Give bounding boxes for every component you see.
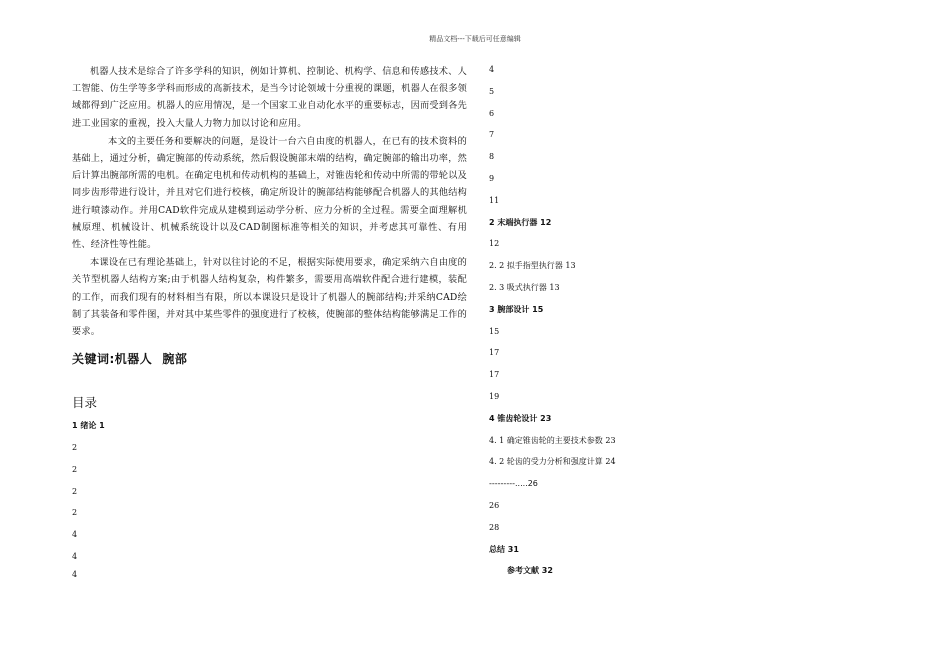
toc-entry[interactable]: 2: [72, 443, 78, 453]
toc-entry[interactable]: 总结 31: [489, 544, 519, 554]
toc-entry[interactable]: 4. 2 轮齿的受力分析和强度计算 24: [489, 457, 616, 467]
toc-left-list: [72, 415, 467, 582]
toc-entry[interactable]: 2. 3 吸式执行器 13: [489, 282, 560, 292]
left-column: [72, 63, 467, 582]
toc-entry[interactable]: 12: [489, 239, 500, 249]
toc-entry[interactable]: 5: [489, 86, 495, 96]
keywords-label: 关键词:机器人: [72, 352, 153, 367]
abstract-paragraph-1: 机器人技术是综合了许多学科的知识，例如计算机、控制论、机构学、信息和传感技术、人工智能、仿生学等多学科而形成的高新技术，是当今讨论领域十分重视的课题，机器人在很多领域都得到广泛应用。机器人的应用情况，是一个国家工业自动化水平的重要标志，因而受到各先进工业国家的重视，投入大量人力物力加以讨论和应用。: [72, 66, 467, 129]
toc-entry[interactable]: 19: [489, 391, 500, 401]
toc-entry[interactable]: 17: [489, 370, 500, 380]
toc-entry[interactable]: 4. 1 确定锥齿轮的主要技术参数 23: [489, 435, 616, 445]
toc-entry[interactable]: 2 末端执行器 12: [489, 217, 552, 227]
toc-entry[interactable]: 4: [72, 552, 78, 562]
toc-entry[interactable]: 2: [72, 508, 78, 518]
keywords-line: [72, 350, 467, 367]
toc-entry[interactable]: 28: [489, 522, 500, 532]
toc-entry[interactable]: 2. 2 拟手指型执行器 13: [489, 261, 576, 271]
toc-title: 目录: [72, 395, 98, 411]
right-column-toc: [489, 59, 789, 582]
page-header: 精品文档---下载后可任意编辑: [429, 35, 521, 43]
toc-entry[interactable]: 参考文献 32: [507, 566, 553, 576]
toc-entry[interactable]: 1 绪论 1: [72, 421, 105, 431]
toc-entry[interactable]: 11: [489, 195, 500, 205]
toc-entry[interactable]: 4: [489, 65, 495, 74]
toc-entry[interactable]: 15: [489, 326, 500, 336]
toc-entry[interactable]: 8: [489, 152, 495, 162]
toc-entry[interactable]: 3 腕部设计 15: [489, 304, 544, 314]
toc-entry[interactable]: 17: [489, 348, 500, 358]
toc-entry[interactable]: 2: [72, 486, 78, 496]
keyword-wrist: 腕部: [162, 352, 188, 367]
toc-entry[interactable]: 26: [489, 500, 500, 510]
toc-entry[interactable]: ---------.....26: [489, 479, 538, 489]
toc-entry[interactable]: 9: [489, 173, 495, 183]
toc-entry[interactable]: 6: [489, 108, 495, 118]
toc-entry[interactable]: 7: [489, 130, 495, 140]
toc-entry[interactable]: 2: [72, 464, 78, 474]
abstract-paragraph-3: 本课设在已有理论基础上，针对以往讨论的不足，根据实际使用要求，确定采纳六自由度的关节型机器人结构方案;由于机器人结构复杂，构件繁多，需要用高端软件配合进行建模，装配的工作，而我们现有的材料相当有限，所以本课设只是设计了机器人的腕部结构;并采纳CAD绘制了其装备和零件图，并对其中某些零件的强度进行了校核，使腕部的整体结构能够满足工作的要求。: [72, 257, 467, 338]
toc-entry[interactable]: 4: [72, 569, 78, 579]
toc-entry[interactable]: 4: [72, 530, 78, 540]
abstract-paragraph-2: 本文的主要任务和要解决的问题，是设计一台六自由度的机器人，在已有的技术资料的基础上，通过分析，确定腕部的传动系统，然后假设腕部末端的结构，确定腕部的输出功率，然后计算出腕部所需的电机。在确定电机和传动机构的基础上，对锥齿轮和传动中所需的带轮以及同步齿形带进行设计，并且对它们进行校核，确定所设计的腕部结构能够配合机器人的其他结构进行喷漆动作。并用CAD软件完成从建模到运动学分析、应力分析的全过程。需要全面理解机械原理、机械设计、机械系统设计以及CAD制图标准等相关的知识，并考虑其可靠性、有用性、经济性等性能。: [72, 135, 467, 251]
toc-entry[interactable]: 4 锥齿轮设计 23: [489, 413, 552, 423]
